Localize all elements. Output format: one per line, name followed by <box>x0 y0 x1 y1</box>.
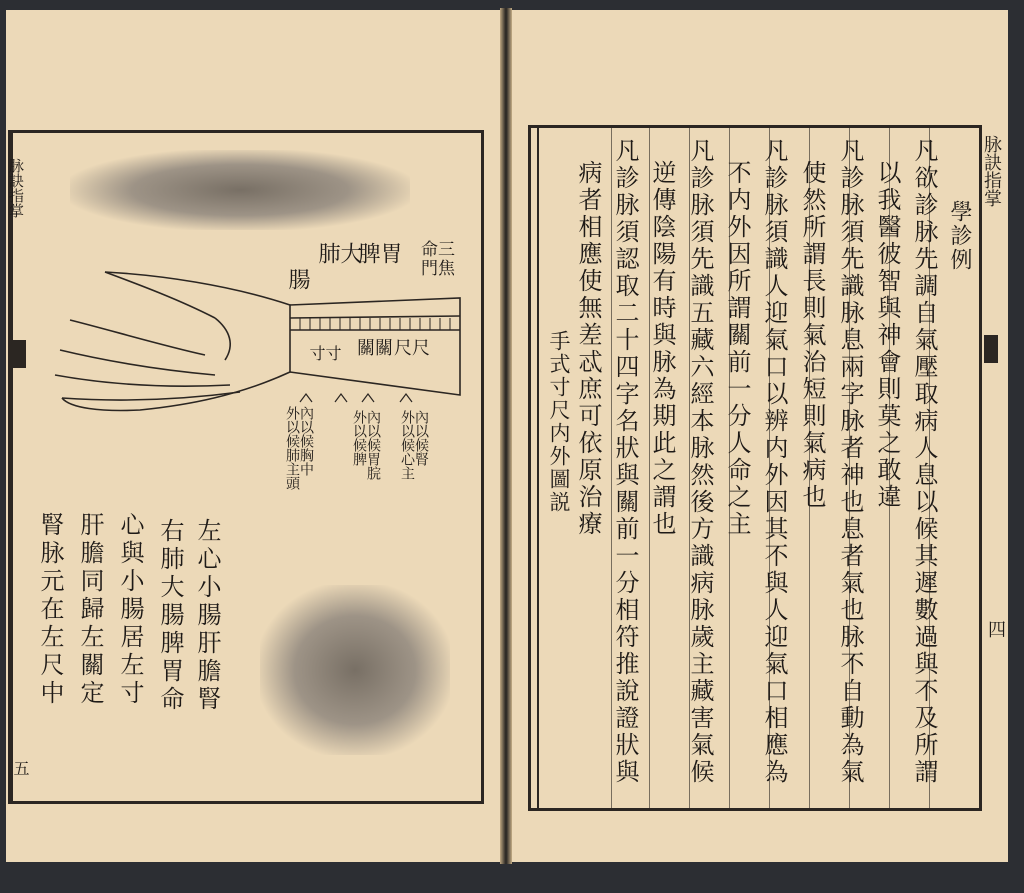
label-guan: 關 關 <box>354 338 393 358</box>
text-column-10: 病者相應使無差忒庶可依原治療 <box>574 160 602 538</box>
figure-caption: 手式寸尺内外圖説 <box>547 330 571 514</box>
text-column-7: 凡診脉須先識五藏六經本脉然後方識病脉歲主藏害氣候 <box>686 138 714 786</box>
left-spine-title: 脉訣指掌 <box>7 158 25 218</box>
text-column-8: 逆傳陰陽有時與脉為期此之謂也 <box>648 160 676 538</box>
note-chi: 內以候腎 外以候心主 <box>399 410 429 480</box>
verse-line-1: 左心小腸肝膽腎 <box>193 518 221 714</box>
right-frame-inner-line-1 <box>537 128 539 808</box>
label-da-fei: 大 肺 <box>315 242 362 266</box>
label-chang: 腸 <box>285 268 310 292</box>
note-cun: 內以候胸中 外以候肺主頭 <box>284 406 314 490</box>
label-chi: 尺 尺 <box>391 338 430 358</box>
verse-line-2: 右肺大腸脾胃命 <box>156 518 184 714</box>
verse-line-5: 腎脉元在左尺中 <box>36 512 64 708</box>
verse-line-3: 心與小腸居左寸 <box>116 512 144 708</box>
text-column-3: 凡診脉須先識脉息兩字脉者神也息者氣也脉不自動為氣 <box>836 138 864 786</box>
text-column-5: 凡診脉須識人迎氣口以辨内外因其不與人迎氣口相應為 <box>760 138 788 786</box>
label-wei-pi: 胃 脾 <box>355 242 402 266</box>
text-column-6: 不内外因所謂關前一分人命之主 <box>723 160 751 538</box>
left-spine-folio: 五 <box>11 760 30 776</box>
right-spine-title: 脉訣指掌 <box>981 135 1002 207</box>
text-column-9: 凡診脉須認取二十四字名狀與關前一分相符推說證狀與 <box>611 138 639 786</box>
section-heading: 學診例 <box>947 200 972 272</box>
text-column-2: 以我醫彼智與神會則莫之敢違 <box>873 160 901 511</box>
label-sanjiao-mingmen: 三焦 命門 <box>417 240 454 278</box>
text-column-4: 使然所謂長則氣治短則氣病也 <box>798 160 826 511</box>
verse-line-4: 肝膽同歸左關定 <box>76 512 104 708</box>
text-column-1: 凡欲診脉先調自氣壓取病人息以候其遲數過與不及所謂 <box>910 138 938 786</box>
right-spine-folio: 四 <box>985 620 1006 638</box>
note-guan: 內以候胃脘 外以候脾 <box>351 410 381 480</box>
label-cun: 寸 寸 <box>307 345 342 363</box>
right-fishtail-mark <box>984 335 998 363</box>
